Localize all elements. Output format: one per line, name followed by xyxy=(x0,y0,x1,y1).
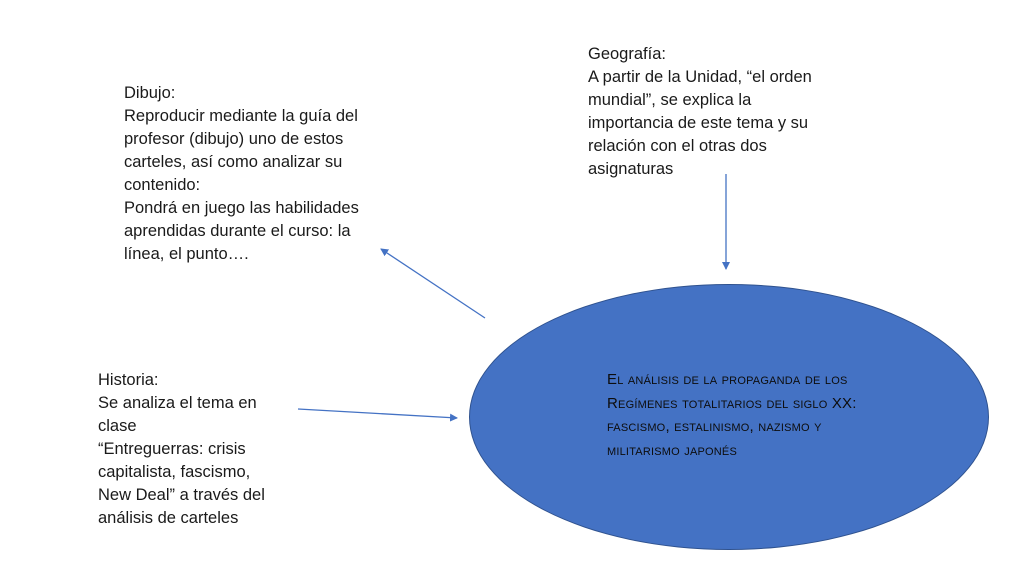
dibujo-text: Dibujo: Reproducir mediante la guía del profesor (dibujo) uno de estos carteles, así como analizar su contenido: Pondrá en juego las habilidades aprendidas durante el curso: la línea, el punto…. xyxy=(124,84,359,263)
geografia-text: Geografía: A partir de la Unidad, “el orden mundial”, se explica la importancia de este tema y su relación con el otras dos asignaturas xyxy=(588,45,812,178)
arrow-to-dibujo xyxy=(381,249,485,318)
central-topic-text: El análisis de la propaganda de los Regímenes totalitarios del siglo XX: fascismo, estalinismo, nazismo y militarismo japonés xyxy=(607,371,857,459)
arrow-from-historia xyxy=(298,409,457,418)
historia-text: Historia: Se analiza el tema en clase “Entreguerras: crisis capitalista, fascismo, New Deal” a través del análisis de carteles xyxy=(98,371,265,527)
